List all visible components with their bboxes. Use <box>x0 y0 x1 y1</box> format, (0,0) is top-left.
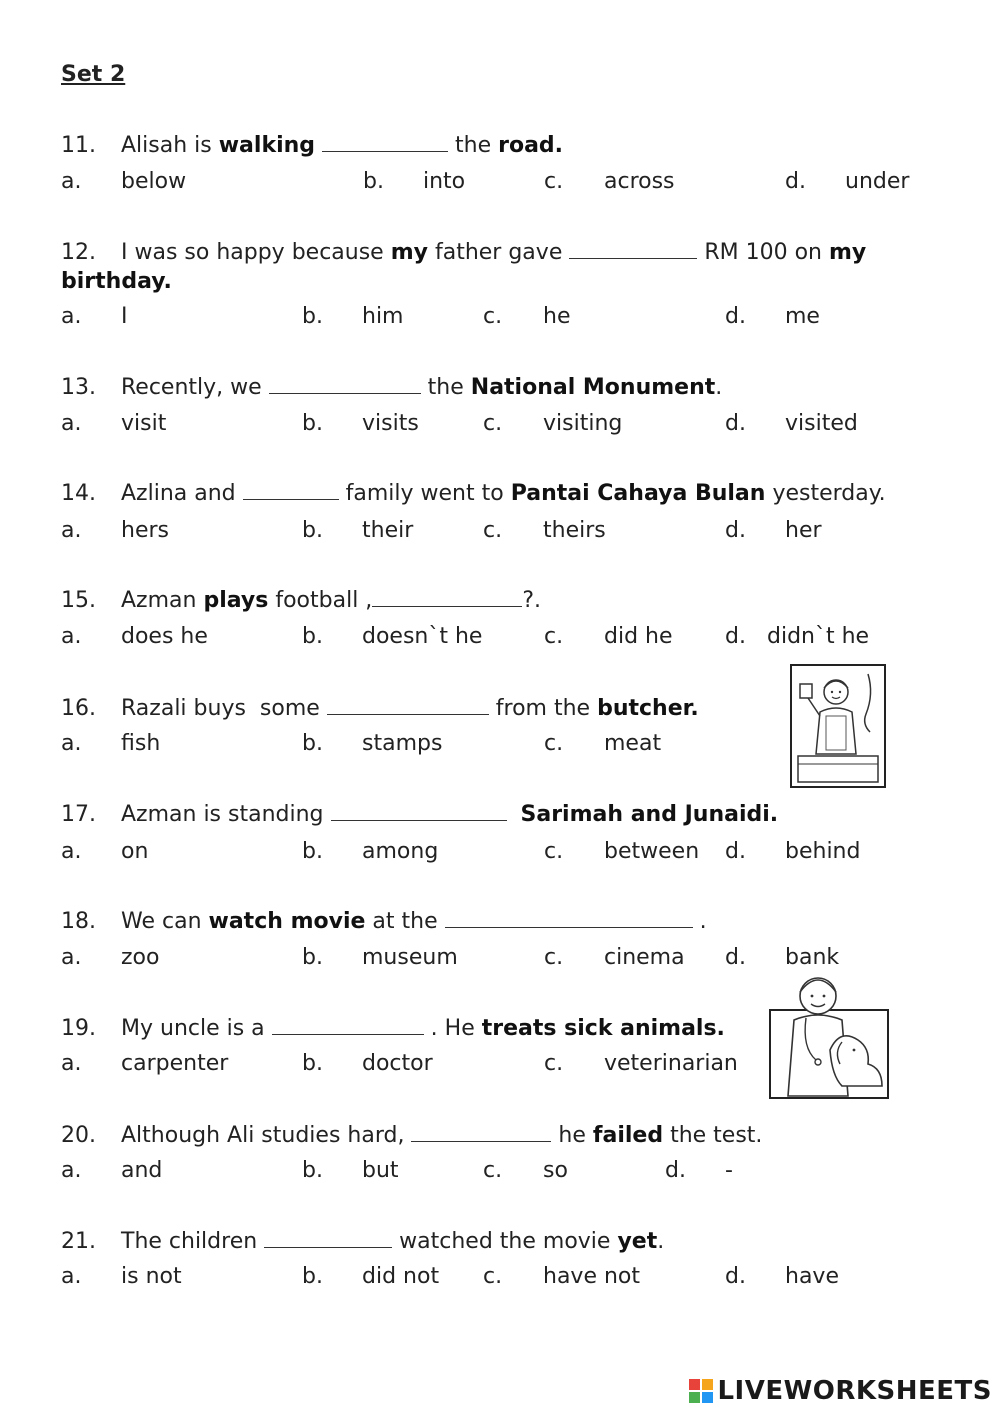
option-b-label: b. <box>302 731 323 756</box>
option-b[interactable]: museum <box>362 945 458 970</box>
option-d-label: d. <box>725 624 746 649</box>
option-d-label: d. <box>725 518 746 543</box>
option-c[interactable]: cinema <box>604 945 685 970</box>
option-d[interactable]: - <box>725 1158 733 1183</box>
option-d-label: d. <box>725 304 746 329</box>
option-d[interactable]: behind <box>785 839 861 864</box>
option-a[interactable]: I <box>121 304 128 329</box>
question-number: 15. <box>61 588 96 613</box>
question-number: 17. <box>61 802 96 827</box>
set-title: Set 2 <box>61 62 126 87</box>
option-b[interactable]: doctor <box>362 1051 433 1076</box>
option-b-label: b. <box>302 839 323 864</box>
option-c[interactable]: visiting <box>543 411 623 436</box>
option-d-label: d. <box>725 1264 746 1289</box>
option-c-label: c. <box>544 169 564 194</box>
answer-blank[interactable] <box>272 1016 424 1035</box>
option-b[interactable]: him <box>362 304 404 329</box>
option-a-label: a. <box>61 1158 82 1183</box>
option-b-label: b. <box>363 169 384 194</box>
option-b-label: b. <box>302 1051 323 1076</box>
option-b-label: b. <box>302 945 323 970</box>
option-b[interactable]: visits <box>362 411 419 436</box>
question-20: 20. Although Ali studies hard, he failed the test. <box>61 1123 763 1148</box>
option-c-label: c. <box>483 518 503 543</box>
option-d[interactable]: visited <box>785 411 858 436</box>
option-a[interactable]: visit <box>121 411 167 436</box>
question-16: 16. Razali buys some from the butcher. <box>61 696 699 721</box>
option-a-label: a. <box>61 411 82 436</box>
option-d[interactable]: have <box>785 1264 839 1289</box>
option-b-label: b. <box>302 1158 323 1183</box>
question-17: 17. Azman is standing Sarimah and Junaidi. <box>61 802 779 827</box>
option-a[interactable]: fish <box>121 731 161 756</box>
option-a-label: a. <box>61 624 82 649</box>
option-b-label: b. <box>302 411 323 436</box>
option-a[interactable]: carpenter <box>121 1051 229 1076</box>
option-b-label: b. <box>302 518 323 543</box>
option-d[interactable]: didn`t he <box>767 624 870 649</box>
option-c[interactable]: across <box>604 169 675 194</box>
question-18: 18. We can watch movie at the . <box>61 909 707 934</box>
question-number: 11. <box>61 133 96 158</box>
option-c[interactable]: did he <box>604 624 673 649</box>
option-d-label: d. <box>725 945 746 970</box>
option-c[interactable]: between <box>604 839 700 864</box>
question-11: 11. Alisah is walking the road. <box>61 133 564 158</box>
question-number: 21. <box>61 1229 96 1254</box>
option-b[interactable]: doesn`t he <box>362 624 483 649</box>
option-c-label: c. <box>544 624 564 649</box>
option-a[interactable]: on <box>121 839 149 864</box>
option-a-label: a. <box>61 1051 82 1076</box>
question-number: 14. <box>61 481 96 506</box>
answer-blank[interactable] <box>327 696 489 715</box>
answer-blank[interactable] <box>445 909 693 928</box>
option-d-label: d. <box>725 839 746 864</box>
option-d[interactable]: under <box>845 169 910 194</box>
option-c[interactable]: so <box>543 1158 568 1183</box>
option-c-label: c. <box>483 411 503 436</box>
option-b[interactable]: did not <box>362 1264 440 1289</box>
option-a-label: a. <box>61 839 82 864</box>
option-d[interactable]: bank <box>785 945 840 970</box>
option-a-label: a. <box>61 518 82 543</box>
question-14: 14. Azlina and family went to Pantai Cahaya Bulan yesterday. <box>61 481 886 506</box>
question-number: 16. <box>61 696 96 721</box>
option-c-label: c. <box>483 1264 503 1289</box>
option-c-label: c. <box>483 304 503 329</box>
option-b[interactable]: but <box>362 1158 399 1183</box>
question-21: 21. The children watched the movie yet. <box>61 1229 665 1254</box>
veterinarian-illustration <box>764 970 892 1100</box>
butcher-illustration <box>790 664 886 788</box>
answer-blank[interactable] <box>243 481 339 500</box>
answer-blank[interactable] <box>372 588 522 607</box>
option-c[interactable]: theirs <box>543 518 606 543</box>
option-c[interactable]: veterinarian <box>604 1051 738 1076</box>
option-c[interactable]: have not <box>543 1264 641 1289</box>
answer-blank[interactable] <box>322 133 448 152</box>
question-12: 12. I was so happy because my father gave RM 100 on my <box>61 240 867 265</box>
option-b[interactable]: their <box>362 518 414 543</box>
question-number: 19. <box>61 1016 96 1041</box>
option-a[interactable]: zoo <box>121 945 160 970</box>
option-c-label: c. <box>544 1051 564 1076</box>
option-a-label: a. <box>61 169 82 194</box>
option-d[interactable]: me <box>785 304 820 329</box>
option-b[interactable]: stamps <box>362 731 443 756</box>
option-a[interactable]: below <box>121 169 187 194</box>
question-number: 12. <box>61 240 96 265</box>
option-b[interactable]: into <box>423 169 466 194</box>
question-12-line2: birthday. <box>61 269 172 294</box>
question-number: 18. <box>61 909 96 934</box>
answer-blank[interactable] <box>264 1229 392 1248</box>
question-13: 13. Recently, we the National Monument. <box>61 375 723 400</box>
option-c-label: c. <box>544 839 564 864</box>
option-b-label: b. <box>302 1264 323 1289</box>
option-b-label: b. <box>302 304 323 329</box>
question-15: 15. Azman plays football , ?. <box>61 588 541 613</box>
liveworksheets-logo-text: LIVEWORKSHEETS <box>717 1376 992 1406</box>
option-a[interactable]: and <box>121 1158 163 1183</box>
answer-blank[interactable] <box>569 240 697 259</box>
option-a-label: a. <box>61 945 82 970</box>
option-d[interactable]: her <box>785 518 822 543</box>
option-d-label: d. <box>725 411 746 436</box>
option-a-label: a. <box>61 304 82 329</box>
option-c-label: c. <box>483 1158 503 1183</box>
option-a-label: a. <box>61 1264 82 1289</box>
option-a[interactable]: is not <box>121 1264 182 1289</box>
question-19: 19. My uncle is a . He treats sick animals. <box>61 1016 725 1041</box>
option-a[interactable]: hers <box>121 518 169 543</box>
question-number: 13. <box>61 375 96 400</box>
question-number: 20. <box>61 1123 96 1148</box>
liveworksheets-logo-icon <box>689 1379 713 1403</box>
answer-blank[interactable] <box>269 375 421 394</box>
option-d-label: d. <box>665 1158 686 1183</box>
answer-blank[interactable] <box>331 802 507 821</box>
liveworksheets-logo[interactable] <box>689 1378 992 1404</box>
option-b[interactable]: among <box>362 839 439 864</box>
option-a[interactable]: does he <box>121 624 208 649</box>
option-c-label: c. <box>544 945 564 970</box>
option-a-label: a. <box>61 731 82 756</box>
option-c-label: c. <box>544 731 564 756</box>
answer-blank[interactable] <box>411 1123 551 1142</box>
option-c[interactable]: he <box>543 304 571 329</box>
option-b-label: b. <box>302 624 323 649</box>
option-c[interactable]: meat <box>604 731 662 756</box>
option-d-label: d. <box>785 169 806 194</box>
